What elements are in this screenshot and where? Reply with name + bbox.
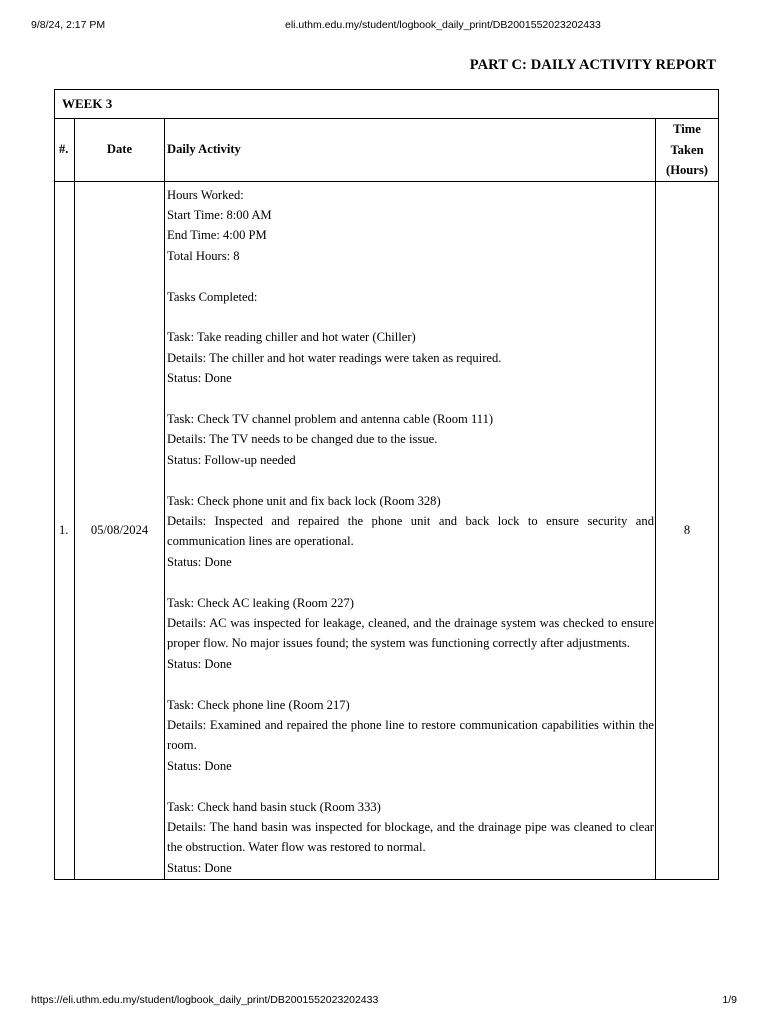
table-header [55,119,719,182]
row-daily-activity [165,181,656,880]
task-title: Task: Check hand basin stuck (Room 333) [167,799,381,814]
row-time-taken: 8 [656,181,719,880]
header-time-taken [656,119,719,182]
task-details: Details: The hand basin was inspected for blockage, and the drainage pipe was cleaned to clear the obstruction. Water flow was restored to normal. [167,819,654,855]
header-time-line1: Time [673,122,701,136]
week-row [55,90,719,119]
task-details: Details: The TV needs to be changed due to the issue. [167,432,438,447]
task-status: Status: Done [167,554,232,569]
hours-worked-label: Hours Worked: [167,187,244,202]
table-row [55,181,719,880]
total-hours: Total Hours: 8 [167,248,240,263]
task-status: Status: Done [167,860,232,875]
task-status: Status: Done [167,656,232,671]
task-details: Details: AC was inspected for leakage, cleaned, and the drainage system was checked to ensure proper flow. No major issues found; the system was functioning correctly after adjustments. [167,615,654,651]
task-details: Details: The chiller and hot water readings were taken as required. [167,350,502,365]
task-status: Status: Follow-up needed [167,452,296,467]
tasks-completed-label: Tasks Completed: [167,289,258,304]
print-timestamp: 9/8/24, 2:17 PM [31,19,106,31]
row-date: 05/08/2024 [75,181,165,880]
task-title: Task: Take reading chiller and hot water (Chiller) [167,330,416,345]
footer-url: https://eli.uthm.edu.my/student/logbook_daily_print/DB2001552023202433 [31,994,379,1006]
header-daily-activity: Daily Activity [165,119,656,182]
header-number: #. [55,119,75,182]
task-details: Details: Examined and repaired the phone line to restore communication capabilities within the room. [167,717,654,753]
header-date: Date [75,119,165,182]
task-status: Status: Done [167,758,232,773]
activity-table [54,89,719,880]
print-footer [31,994,737,1008]
row-number: 1. [55,181,75,880]
print-url: eli.uthm.edu.my/student/logbook_daily_print/DB2001552023202433 [285,19,601,31]
task-details: Details: Inspected and repaired the phone unit and back lock to ensure security and communication lines are operational. [167,513,654,549]
task-title: Task: Check AC leaking (Room 227) [167,595,354,610]
task-title: Task: Check phone unit and fix back lock (Room 328) [167,493,441,508]
start-time: Start Time: 8:00 AM [167,207,272,222]
task-status: Status: Done [167,371,232,386]
page-number: 1/9 [722,994,737,1006]
task-title: Task: Check phone line (Room 217) [167,697,350,712]
header-time-line3: (Hours) [666,163,708,177]
header-time-line2: Taken [670,142,704,157]
week-label: WEEK 3 [55,90,719,119]
print-header [31,19,737,33]
end-time: End Time: 4:00 PM [167,228,267,243]
task-title: Task: Check TV channel problem and antenna cable (Room 111) [167,411,494,426]
report-title: PART C: DAILY ACTIVITY REPORT [469,57,716,73]
